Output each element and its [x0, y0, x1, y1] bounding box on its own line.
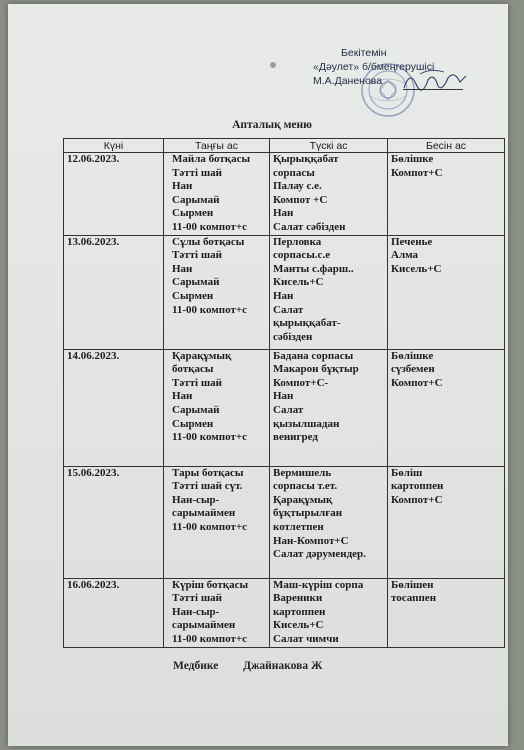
- lunch-item: Салат сәбізден: [273, 220, 346, 233]
- breakfast-item: Нан-сыр-: [172, 605, 220, 618]
- breakfast-item: Сарымай: [172, 276, 220, 289]
- snack-item: Бөлішке: [391, 349, 434, 362]
- breakfast-item: Сырмен: [172, 289, 214, 302]
- cell-snack: [388, 466, 505, 578]
- approval-line-1: Бекітемін: [341, 47, 387, 59]
- breakfast-item: Тәтті шай: [172, 249, 222, 262]
- snack-item: Бөлішке: [391, 153, 434, 165]
- lunch-item: сорпасы: [273, 166, 315, 179]
- snack-item: Бөлішен: [391, 578, 434, 591]
- cell-breakfast: [164, 466, 270, 578]
- footer-signature: [173, 660, 433, 672]
- table-row: [64, 349, 505, 466]
- header-date: Күні: [64, 139, 164, 153]
- footer-role: Медбике: [173, 660, 219, 672]
- lunch-item: сорпасы.с.е: [273, 249, 331, 262]
- cell-breakfast: [164, 235, 270, 349]
- lunch-item: картоппен: [273, 605, 326, 618]
- breakfast-item: Тәтті шай: [172, 166, 222, 179]
- weekly-menu-table: [63, 138, 505, 648]
- cell-snack: [388, 235, 505, 349]
- lunch-item: Салат чимчи: [273, 632, 339, 645]
- page-title: Апталық меню: [232, 119, 312, 131]
- cell-lunch: [270, 235, 388, 349]
- punch-hole: [270, 62, 276, 68]
- breakfast-item: Майла ботқасы: [172, 153, 251, 165]
- table-row: [64, 578, 505, 647]
- lunch-item: Кисель+С: [273, 276, 324, 289]
- lunch-item: Нан: [273, 207, 294, 220]
- breakfast-item: ботқасы: [172, 363, 214, 376]
- lunch-item: Қырыққабат: [273, 153, 339, 165]
- cell-snack: [388, 153, 505, 236]
- snack-item: Компот+С: [391, 376, 443, 389]
- breakfast-item: Нан: [172, 262, 193, 275]
- lunch-item: сәбізден: [273, 330, 313, 343]
- breakfast-item: Нан-сыр-: [172, 493, 220, 506]
- date-text: 16.06.2023.: [67, 578, 120, 591]
- table-row: [64, 466, 505, 578]
- lunch-item: Манты с.фарш..: [273, 262, 354, 275]
- breakfast-item: 11-00 компот+с: [172, 303, 248, 316]
- cell-breakfast: [164, 578, 270, 647]
- date-text: 15.06.2023.: [67, 466, 120, 479]
- breakfast-item: Тәтті шай: [172, 592, 222, 605]
- header-breakfast: Таңғы ас: [164, 139, 270, 153]
- date-text: 12.06.2023.: [67, 153, 120, 165]
- cell-breakfast: [164, 153, 270, 236]
- breakfast-item: Тары ботқасы: [172, 466, 244, 479]
- header-lunch: Түскі ас: [270, 139, 388, 153]
- lunch-item: Нан: [273, 289, 294, 302]
- breakfast-item: Сырмен: [172, 417, 214, 430]
- lunch-item: қырыққабат-: [273, 317, 341, 330]
- lunch-item: Салат дәрумендер.: [273, 548, 366, 561]
- snack-item: Бөліш: [391, 466, 423, 479]
- lunch-item: Бадана сорпасы: [273, 349, 354, 362]
- cell-lunch: [270, 466, 388, 578]
- cell-date: [64, 466, 164, 578]
- cell-date: [64, 349, 164, 466]
- breakfast-item: сарымаймен: [172, 507, 236, 520]
- lunch-item: бұқтырылған: [273, 507, 343, 520]
- breakfast-item: Сұлы ботқасы: [172, 235, 245, 248]
- lunch-item: Маш-күріш сорпа: [273, 578, 364, 591]
- lunch-item: котлетпен: [273, 520, 324, 533]
- lunch-item: сорпасы т.ет.: [273, 480, 338, 493]
- lunch-item: Перловка: [273, 235, 322, 248]
- date-text: 13.06.2023.: [67, 235, 120, 248]
- breakfast-item: Сарымай: [172, 403, 220, 416]
- snack-item: Компот+С: [391, 166, 443, 179]
- snack-item: картоппен: [391, 480, 444, 493]
- lunch-item: Вареники: [273, 592, 323, 605]
- cell-breakfast: [164, 349, 270, 466]
- breakfast-item: Тәтті шай: [172, 376, 222, 389]
- lunch-item: Вермишель: [273, 466, 332, 479]
- lunch-item: Салат: [273, 403, 304, 416]
- snack-item: тосаппен: [391, 592, 437, 605]
- lunch-item: Компот+С-: [273, 376, 329, 389]
- cell-date: [64, 578, 164, 647]
- lunch-item: Нан-Компот+С: [273, 534, 349, 547]
- breakfast-item: Қарақұмық: [172, 349, 232, 362]
- cell-date: [64, 235, 164, 349]
- lunch-item: Палау с.е.: [273, 180, 322, 193]
- cell-date: [64, 153, 164, 236]
- signature-line: [403, 89, 463, 90]
- lunch-item: Салат: [273, 303, 304, 316]
- breakfast-item: 11-00 компот+с: [172, 632, 248, 645]
- lunch-item: Макарон бұқтыр: [273, 363, 359, 376]
- table-body: [64, 153, 505, 648]
- table-row: [64, 235, 505, 349]
- breakfast-item: 11-00 компот+с: [172, 431, 248, 444]
- table-row: [64, 153, 505, 236]
- document-page: [8, 4, 508, 746]
- breakfast-item: Нан: [172, 180, 193, 193]
- cell-snack: [388, 349, 505, 466]
- breakfast-item: Тәтті шай сүт.: [172, 480, 243, 493]
- breakfast-item: Сарымай: [172, 193, 220, 206]
- approval-line-2: «Дәулет» б/бмеңгерушісі: [313, 61, 435, 73]
- footer-name: Джайнакова Ж: [243, 660, 323, 672]
- header-snack: Бесін ас: [388, 139, 505, 153]
- snack-item: Алма: [391, 249, 419, 262]
- approval-line-3: М.А.Даненова: [313, 75, 383, 87]
- table-header-row: [64, 139, 505, 153]
- snack-item: сүзбемен: [391, 363, 435, 376]
- lunch-item: Компот +С: [273, 193, 328, 206]
- lunch-item: Нан: [273, 390, 294, 403]
- cell-lunch: [270, 349, 388, 466]
- breakfast-item: Күріш ботқасы: [172, 578, 249, 591]
- snack-item: Компот+С: [391, 493, 443, 506]
- cell-snack: [388, 578, 505, 647]
- cell-lunch: [270, 153, 388, 236]
- lunch-item: Қарақұмық: [273, 493, 333, 506]
- snack-item: Печенье: [391, 235, 433, 248]
- snack-item: Кисель+С: [391, 262, 442, 275]
- breakfast-item: сарымаймен: [172, 619, 236, 632]
- breakfast-item: 11-00 компот+с: [172, 520, 248, 533]
- breakfast-item: Нан: [172, 390, 193, 403]
- date-text: 14.06.2023.: [67, 349, 120, 362]
- cell-lunch: [270, 578, 388, 647]
- breakfast-item: Сырмен: [172, 207, 214, 220]
- approval-block: [313, 46, 493, 88]
- lunch-item: венигред: [273, 431, 318, 444]
- lunch-item: қызылшадан: [273, 417, 340, 430]
- lunch-item: Кисель+С: [273, 619, 324, 632]
- breakfast-item: 11-00 компот+с: [172, 220, 248, 233]
